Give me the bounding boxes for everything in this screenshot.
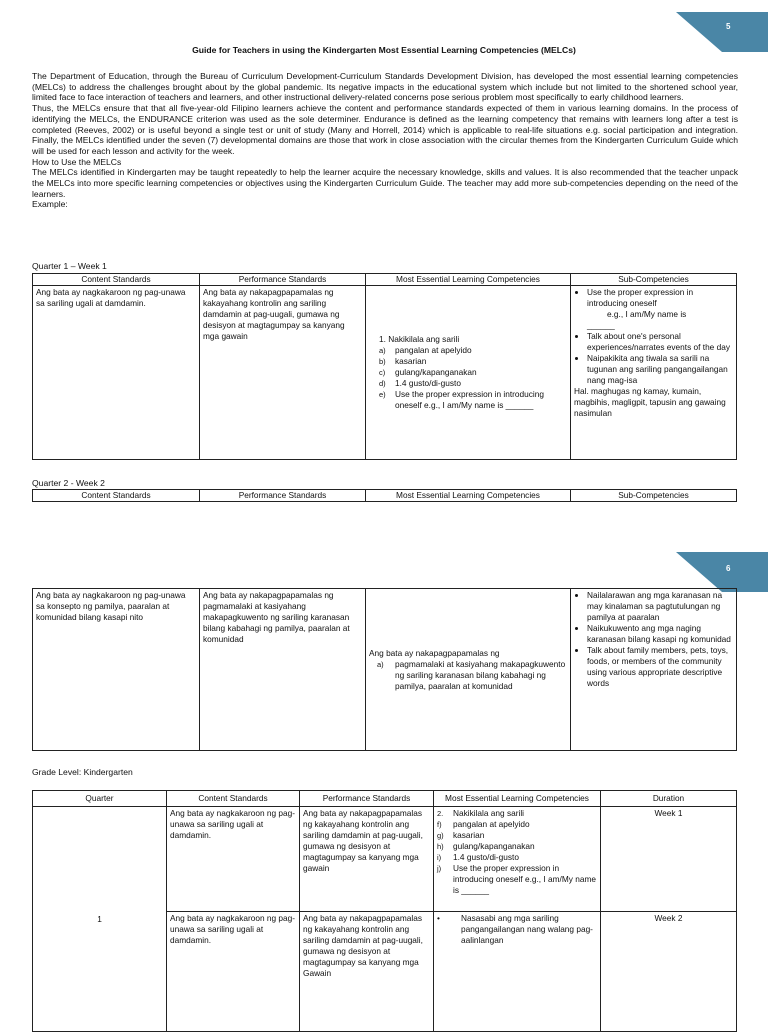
content-standard-text: komunidad bilang kasapi nito xyxy=(36,612,144,622)
sub-competencies-cell xyxy=(571,589,737,751)
performance-standard-cell: Ang bata ay nakapagpapamalas ng kakayahang kontrolin ang sariling damdamin at pag-uugali, gumawa ng desisyon at magtagumpay sa kanyang mga gawain xyxy=(200,286,366,460)
sub-competency-list xyxy=(574,287,733,386)
list-item: • Naikukuwento ang mga naging karanasan bilang kasapi ng komunidad xyxy=(587,623,733,645)
content-standard-cell: Ang bata ay nagkakaroon ng pag-unawa sa sariling ugali at damdamin. xyxy=(33,286,200,460)
example-table-q2 xyxy=(32,588,737,751)
melc-marker: a) xyxy=(377,659,384,669)
header-performance-standards: Performance Standards xyxy=(200,490,366,502)
paragraph: Example: xyxy=(32,199,68,210)
duration-cell: Week 2 xyxy=(601,912,737,1032)
melc-item-text: 1.4 gusto/di-gusto xyxy=(453,852,519,862)
sub-competency-tail: Hal. maghugas ng kamay, kumain, magbihis, magligpit, tapusin ang gawaing nasimulan xyxy=(574,386,726,418)
list-item: • Naipakikita ang tiwala sa sarili na tugunan ang sariling pangangailangan nang mag-isa xyxy=(587,353,733,386)
header-performance-standards: Performance Standards xyxy=(200,274,366,286)
melc-item-text: Use the proper expression in introducing oneself e.g., I am/My name is ______ xyxy=(395,389,544,410)
header-quarter: Quarter xyxy=(33,791,167,807)
melc-item xyxy=(437,863,597,896)
table-row xyxy=(33,589,737,751)
melc-marker: i) xyxy=(437,853,442,862)
melc-marker: h) xyxy=(437,842,444,851)
melc-marker: e) xyxy=(379,390,386,399)
header-content-standards: Content Standards xyxy=(167,791,300,807)
blank-line: ______ xyxy=(587,320,615,330)
melc-marker: b) xyxy=(379,357,386,366)
performance-standard-cell: Ang bata ay nakapagpapamalas ng pagmamalaki at kasiyahang makapagkuwento ng sariling karanasan bilang kabahagi ng pamilya, paaralan at komunidad xyxy=(200,589,366,751)
melc-list xyxy=(369,345,567,411)
quarter-cell: 1 xyxy=(33,807,167,1032)
melc-item-text: Nasasabi ang mga sariling pangangailangan nang walang pag-aalinlangan xyxy=(461,913,593,945)
melc-item xyxy=(379,356,567,367)
page-title: Guide for Teachers in using the Kindergarten Most Essential Learning Competencies (MELCs) xyxy=(192,45,576,55)
bullet-icon: • xyxy=(437,913,440,923)
list-item: • Nailalarawan ang mga karanasan na may kinalaman sa pagtutulungan ng pamilya at paaralan xyxy=(587,590,733,623)
table-header-row xyxy=(33,274,737,286)
melc-item xyxy=(379,378,567,389)
header-melc: Most Essential Learning Competencies xyxy=(366,274,571,286)
melc-cell xyxy=(434,912,601,1032)
melc-list xyxy=(437,808,597,896)
melc-cell xyxy=(366,286,571,460)
content-standard-text: Ang bata ay nagkakaroon ng pag-unawa sa konsepto ng pamilya, paaralan at xyxy=(36,590,186,611)
table-row xyxy=(33,286,737,460)
melc-marker: a) xyxy=(379,346,386,355)
melc-marker: f) xyxy=(437,820,442,829)
paragraph: The MELCs identified in Kindergarten may be taught repeatedly to help the learner acquire the necessary knowledge, skills and values. It is also recommended that the teacher unpack the MELCs into more specific learning competencies or objectives using the Kindergarten Curriculum Guide. The teacher may add more sub-competencies depending on the need of the learners. xyxy=(32,167,738,199)
melc-item xyxy=(369,659,567,692)
paragraph: Thus, the MELCs ensure that that all five-year-old Filipino learners achieve the content and performance standards expected of them in various learning domains. In the process of identifying the MELCs, the ENDURANCE criterion was used as the sole determiner. Endurance is defined as the learning competency that remains with learners long after a test is completed (Reeves, 2002) or is useful beyond a single test or unit of study (Many and Horrell, 2014) which is applicable to real-life situations e.g. social participation and integration. Finally, the MELCs identified under the seven (7) developmental domains are those that work in close association with the circular themes from the Kindergarten Curriculum Guide which will be used for each lesson and activity for the week. xyxy=(32,103,738,156)
melc-item xyxy=(379,367,567,378)
header-performance-standards: Performance Standards xyxy=(300,791,434,807)
melc-item-text: pagmamalaki at kasiyahang makapagkuwento ng sariling karanasan bilang kabahagi ng pamilya, paaralan at komunidad xyxy=(395,658,566,691)
melc-item xyxy=(379,389,567,411)
example-table-q1 xyxy=(32,273,737,460)
sub-competencies-cell xyxy=(571,286,737,460)
table-header-row xyxy=(33,490,737,502)
duration-cell: Week 1 xyxy=(601,807,737,912)
quarter1-label: Quarter 1 – Week 1 xyxy=(32,261,107,271)
header-sub-competencies: Sub-Competencies xyxy=(571,274,737,286)
header-content-standards: Content Standards xyxy=(33,274,200,286)
performance-standard-cell: Ang bata ay nakapagpapamalas ng kakayahang kontrolin ang sariling damdamin at pag-uugali, gumawa ng desisyon at magtagumpay sa kanyang mga Gawain xyxy=(300,912,434,1032)
melc-item-text: pangalan at apelyido xyxy=(395,345,472,355)
list-item: • Talk about family members, pets, toys, foods, or members of the community using various appropriate descriptive words xyxy=(587,645,733,689)
content-standard-cell xyxy=(33,589,200,751)
melc-marker: d) xyxy=(379,379,386,388)
melc-grade-table xyxy=(32,790,737,1032)
melc-item-text: kasarian xyxy=(395,356,427,366)
melc-marker: g) xyxy=(437,831,444,840)
melc-cell xyxy=(434,807,601,912)
guide-body xyxy=(32,71,738,210)
melc-item-text: gulang/kapanganakan xyxy=(395,367,477,377)
list-item: • Talk about one's personal experiences/narrates events of the day xyxy=(587,331,733,353)
header-melc: Most Essential Learning Competencies xyxy=(434,791,601,807)
sub-competency-text: Use the proper expression in introducing oneself xyxy=(587,287,694,308)
melc-marker: 2. xyxy=(437,809,444,818)
melc-item-text: 1.4 gusto/di-gusto xyxy=(395,378,461,388)
melc-first: 1. Nakikilala ang sarili xyxy=(379,334,460,344)
melc-cell xyxy=(366,589,571,751)
grade-level-label: Grade Level: Kindergarten xyxy=(32,767,133,777)
melc-item xyxy=(437,841,597,852)
melc-item xyxy=(437,913,597,946)
performance-standard-cell: Ang bata ay nakapagpapamalas ng kakayahang kontrolin ang sariling damdamin at pag-uugali, gumawa ng desisyon at magtagumpay sa kanyang mga gawain xyxy=(300,807,434,912)
table-row xyxy=(33,807,737,912)
header-sub-competencies: Sub-Competencies xyxy=(571,490,737,502)
melc-item xyxy=(437,808,597,819)
melc-item xyxy=(437,852,597,863)
sub-competency-list xyxy=(574,590,733,689)
melc-marker: c) xyxy=(379,368,386,377)
paragraph: How to Use the MELCs xyxy=(32,156,122,167)
melc-item-text: Use the proper expression in introducing oneself e.g., I am/My name is ______ xyxy=(453,863,596,895)
page-corner-tab xyxy=(648,552,768,592)
quarter2-label: Quarter 2 - Week 2 xyxy=(32,478,105,488)
table-header-row xyxy=(33,791,737,807)
melc-marker: j) xyxy=(437,864,442,873)
melc-item-text: gulang/kapanganakan xyxy=(453,841,535,851)
melc-item xyxy=(437,819,597,830)
melc-item-text: Nakikilala ang sarili xyxy=(453,808,525,818)
content-standard-cell: Ang bata ay nagkakaroon ng pag-unawa sa sariling ugali at damdamin. xyxy=(167,807,300,912)
melc-item xyxy=(379,345,567,356)
header-melc: Most Essential Learning Competencies xyxy=(366,490,571,502)
header-duration: Duration xyxy=(601,791,737,807)
paragraph: The Department of Education, through the Bureau of Curriculum Development-Curriculum Standards Development Division, has developed the most essential learning competencies (MELCs) to address the challenges brought about by the global pandemic. Its negative impacts in the educational system which include but not limited to the shortened school year, limited face to face interaction of teachers and learners, and other instructional delivery-related concerns pose serious problem most specifically to early childhood learners. xyxy=(32,71,738,103)
melc-intro: Ang bata ay nakapagpapamalas ng xyxy=(369,647,500,658)
page-number: 6 xyxy=(726,564,731,573)
melc-item-text: kasarian xyxy=(453,830,485,840)
header-content-standards: Content Standards xyxy=(33,490,200,502)
melc-item-text: pangalan at apelyido xyxy=(453,819,530,829)
page-number: 5 xyxy=(726,22,731,31)
example-table-q2-header xyxy=(32,489,737,502)
sub-competency-example: e.g., I am/My name is xyxy=(607,309,687,319)
content-standard-cell: Ang bata ay nagkakaroon ng pag-unawa sa sariling ugali at damdamin. xyxy=(167,912,300,1032)
list-item xyxy=(587,287,733,331)
melc-item xyxy=(437,830,597,841)
page-tab-shape xyxy=(648,552,768,592)
